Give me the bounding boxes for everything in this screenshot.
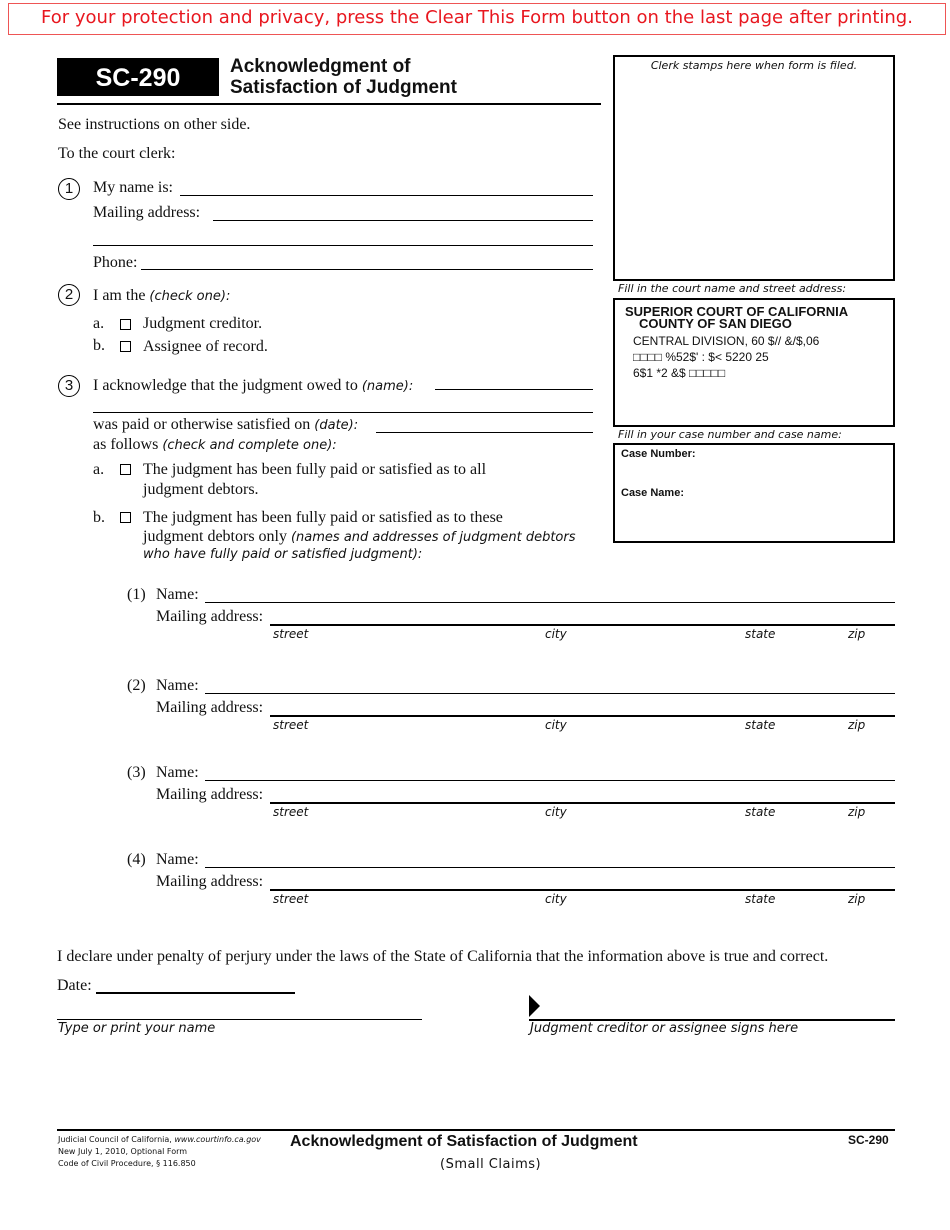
debtor-1-state-label: state bbox=[745, 627, 776, 641]
debtor-4-zip-label: zip bbox=[848, 892, 866, 906]
judgment-creditor-checkbox[interactable] bbox=[120, 319, 131, 330]
fully-paid-all-line1: The judgment has been fully paid or satisfied as to all bbox=[143, 461, 487, 478]
as-follows-label bbox=[93, 436, 337, 455]
form-id-badge: SC-290 bbox=[57, 58, 219, 96]
phone-label: Phone: bbox=[93, 254, 138, 271]
form-title-line1: Acknowledgment of bbox=[230, 56, 411, 77]
to-court-clerk: To the court clerk: bbox=[58, 145, 176, 162]
debtor-2-address-input[interactable] bbox=[270, 715, 895, 717]
privacy-banner: For your protection and privacy, press the Clear This Form button on the last page after printing. bbox=[8, 3, 946, 35]
as-follows-hint: (check and complete one): bbox=[162, 438, 337, 453]
judgment-creditor-label: Judgment creditor. bbox=[143, 315, 263, 332]
debtor-4-name-label: Name: bbox=[156, 851, 199, 868]
fully-paid-these-hint1: (names and addresses of judgment debtors bbox=[290, 530, 576, 545]
case-name-label: Case Name: bbox=[621, 487, 684, 499]
debtor-1-mailing-label: Mailing address: bbox=[156, 608, 264, 625]
debtor-4-street-label: street bbox=[273, 892, 309, 906]
option-3a-letter: a. bbox=[93, 461, 105, 478]
debtor-3-address-input[interactable] bbox=[270, 802, 895, 804]
my-name-input[interactable] bbox=[180, 195, 593, 196]
date-label: Date: bbox=[57, 977, 92, 994]
debtor-3-mailing-label: Mailing address: bbox=[156, 786, 264, 803]
mailing-address-input-2[interactable] bbox=[93, 245, 593, 246]
item-1-number: 1 bbox=[58, 178, 80, 200]
title-rule bbox=[57, 103, 601, 105]
debtor-4-address-input[interactable] bbox=[270, 889, 895, 891]
debtor-3-name-input[interactable] bbox=[205, 780, 895, 781]
footer-subtitle: (Small Claims) bbox=[440, 1157, 542, 1172]
debtor-1-address-input[interactable] bbox=[270, 624, 895, 626]
paid-on-label-hint: (date): bbox=[314, 418, 359, 433]
case-number-label: Case Number: bbox=[621, 448, 696, 460]
option-2b-letter: b. bbox=[93, 337, 105, 354]
phone-input[interactable] bbox=[141, 269, 593, 270]
debtor-4-mailing-label: Mailing address: bbox=[156, 873, 264, 890]
court-name-line1: SUPERIOR COURT OF CALIFORNIA bbox=[625, 304, 849, 319]
assignee-checkbox[interactable] bbox=[120, 341, 131, 352]
footer-url[interactable]: www.courtinfo.ca.gov bbox=[174, 1135, 261, 1144]
perjury-declaration: I declare under penalty of perjury under the laws of the State of California that the information above is true and correct. bbox=[57, 948, 829, 965]
fully-paid-these-text: judgment debtors only bbox=[143, 528, 287, 545]
footer-council-text: Judicial Council of California, bbox=[58, 1135, 172, 1144]
debtor-1-zip-label: zip bbox=[848, 627, 866, 641]
debtor-4-state-label: state bbox=[745, 892, 776, 906]
fully-paid-all-line2: judgment debtors. bbox=[143, 481, 259, 498]
debtor-1-name-label: Name: bbox=[156, 586, 199, 603]
signature-label: Judgment creditor or assignee signs here bbox=[530, 1021, 799, 1036]
role-label-hint: (check one): bbox=[149, 289, 231, 304]
court-caption: Fill in the court name and street address: bbox=[618, 282, 847, 295]
case-box bbox=[613, 443, 895, 543]
footer-date: New July 1, 2010, Optional Form bbox=[58, 1147, 188, 1156]
debtor-1-street-label: street bbox=[273, 627, 309, 641]
debtor-3-number: (3) bbox=[127, 764, 146, 781]
fully-paid-these-checkbox[interactable] bbox=[120, 512, 131, 523]
acknowledge-label-hint: (name): bbox=[361, 379, 414, 394]
option-3b-letter: b. bbox=[93, 509, 105, 526]
role-label bbox=[93, 287, 230, 306]
court-city: 6$1 *2 &$ □□□□□ bbox=[633, 366, 726, 380]
paid-on-label-text: was paid or otherwise satisfied on bbox=[93, 416, 311, 433]
form-title-line2: Satisfaction of Judgment bbox=[230, 77, 457, 98]
print-name-input[interactable] bbox=[57, 1019, 422, 1020]
case-caption: Fill in your case number and case name: bbox=[618, 428, 842, 441]
my-name-label: My name is: bbox=[93, 179, 173, 196]
fully-paid-these-hint2: who have fully paid or satisfied judgment): bbox=[143, 547, 423, 562]
debtor-3-zip-label: zip bbox=[848, 805, 866, 819]
footer-title: Acknowledgment of Satisfaction of Judgment bbox=[290, 1133, 638, 1150]
court-division: CENTRAL DIVISION, 60 $// &/$,06 bbox=[633, 334, 820, 348]
debtor-3-name-label: Name: bbox=[156, 764, 199, 781]
debtor-2-mailing-label: Mailing address: bbox=[156, 699, 264, 716]
debtor-2-street-label: street bbox=[273, 718, 309, 732]
item-3-number: 3 bbox=[58, 375, 80, 397]
footer-code: Code of Civil Procedure, § 116.850 bbox=[58, 1159, 196, 1168]
assignee-label: Assignee of record. bbox=[143, 338, 268, 355]
fully-paid-these-line1: The judgment has been fully paid or satisfied as to these bbox=[143, 509, 503, 526]
acknowledge-label-text: I acknowledge that the judgment owed to bbox=[93, 377, 358, 394]
paid-on-label bbox=[93, 416, 358, 435]
footer-form-id: SC-290 bbox=[848, 1133, 889, 1147]
debtor-4-name-input[interactable] bbox=[205, 867, 895, 868]
print-name-label: Type or print your name bbox=[58, 1021, 216, 1036]
debtor-4-number: (4) bbox=[127, 851, 146, 868]
debtor-2-number: (2) bbox=[127, 677, 146, 694]
option-2a-letter: a. bbox=[93, 315, 105, 332]
fully-paid-these-line2 bbox=[143, 528, 576, 547]
debtor-2-city-label: city bbox=[545, 718, 567, 732]
debtor-2-name-input[interactable] bbox=[205, 693, 895, 694]
footer-rule bbox=[57, 1129, 895, 1131]
signature-arrow-icon bbox=[529, 995, 541, 1017]
instructions-note: See instructions on other side. bbox=[58, 116, 251, 133]
debtor-2-state-label: state bbox=[745, 718, 776, 732]
debtor-1-name-input[interactable] bbox=[205, 602, 895, 603]
as-follows-text: as follows bbox=[93, 436, 159, 453]
role-label-text: I am the bbox=[93, 287, 146, 304]
debtor-3-city-label: city bbox=[545, 805, 567, 819]
court-box[interactable] bbox=[613, 298, 895, 427]
debtor-4-city-label: city bbox=[545, 892, 567, 906]
creditor-name-input[interactable] bbox=[435, 389, 593, 390]
mailing-address-label: Mailing address: bbox=[93, 204, 201, 221]
debtor-2-name-label: Name: bbox=[156, 677, 199, 694]
item-2-number: 2 bbox=[58, 284, 80, 306]
court-name-line2: COUNTY OF SAN DIEGO bbox=[639, 316, 792, 331]
acknowledge-label bbox=[93, 377, 413, 396]
clerk-stamp-caption: Clerk stamps here when form is filed. bbox=[650, 59, 858, 72]
mailing-address-input[interactable] bbox=[213, 220, 593, 221]
clerk-stamp-box[interactable] bbox=[613, 55, 895, 281]
footer-council bbox=[58, 1134, 261, 1146]
debtor-3-state-label: state bbox=[745, 805, 776, 819]
court-address: □□□□ %52$' : $< 5220 25 bbox=[633, 350, 769, 364]
debtor-3-street-label: street bbox=[273, 805, 309, 819]
paid-date-input[interactable] bbox=[376, 432, 593, 433]
debtor-1-city-label: city bbox=[545, 627, 567, 641]
fully-paid-all-checkbox[interactable] bbox=[120, 464, 131, 475]
debtor-1-number: (1) bbox=[127, 586, 146, 603]
creditor-name-input-2[interactable] bbox=[93, 412, 593, 413]
date-input[interactable] bbox=[96, 992, 295, 994]
debtor-2-zip-label: zip bbox=[848, 718, 866, 732]
